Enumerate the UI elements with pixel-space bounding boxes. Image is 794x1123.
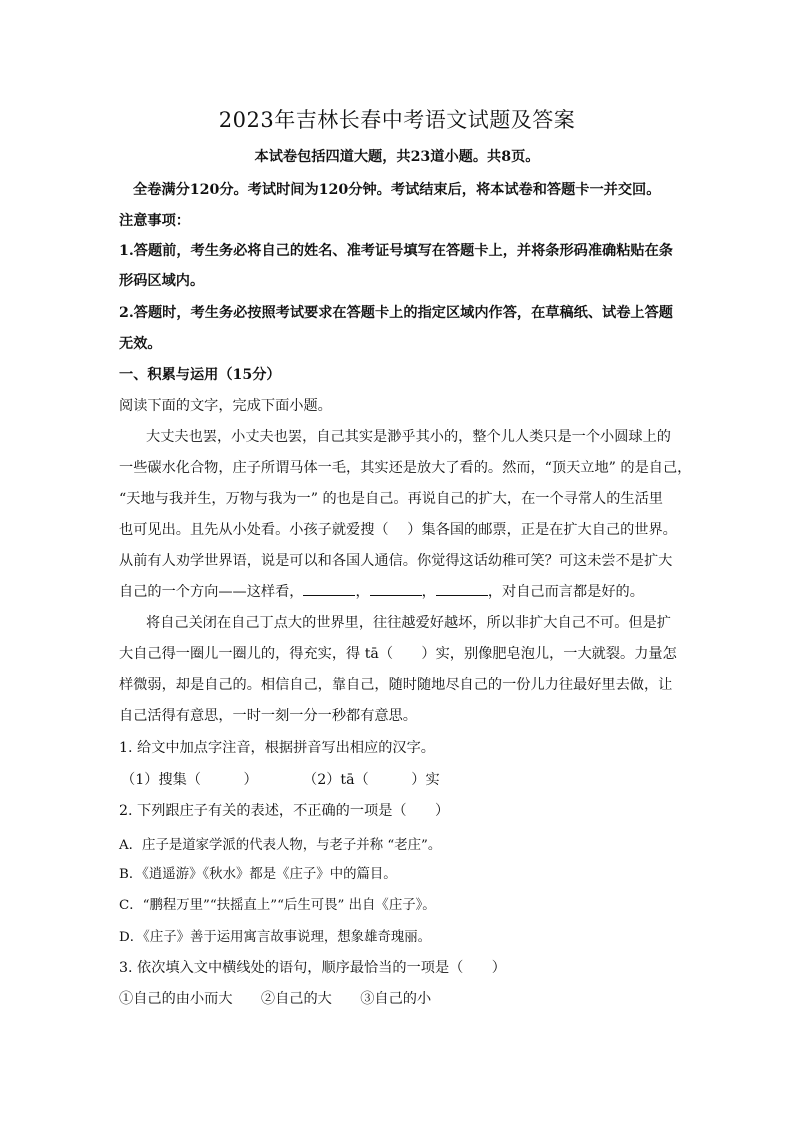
passage-line: 大丈夫也罢，小丈夫也罢，自己其实是渺乎其小的，整个儿人类只是一个小圆球上的 bbox=[146, 429, 671, 445]
passage-line: 将自己关闭在自己丁点大的世界里，往往越爱好越坏，所以非扩大自己不可。但是扩 bbox=[146, 615, 671, 631]
passage-text: ， bbox=[355, 584, 370, 600]
passage-line: 也可见出。且先从小处看。小孩子就爱搜（ ）集各国的邮票，正是在扩大自己的世界。 bbox=[119, 522, 677, 538]
passage-line: 一些碳水化合物，庄子所谓马体一毛，其实还是放大了看的。然而，“顶天立地” 的是自己， bbox=[119, 460, 692, 476]
question-3-choices: ①自己的由小而大 ②自己的大 ③自己的小 bbox=[119, 991, 432, 1007]
blank-line-1[interactable] bbox=[303, 583, 355, 596]
passage-line: “天地与我并生，万物与我为一” 的也是自己。再说自己的扩大，在一个寻常人的生活里 bbox=[119, 491, 663, 507]
question-1-part-b: （2）tā（ ）实 bbox=[303, 772, 440, 788]
question-2-option-d: D．《庄子》善于运用寓言故事说理，想象雄奇瑰丽。 bbox=[119, 930, 432, 945]
passage-line: 样微弱，却是自己的。相信自己，靠自己，随时随地尽自己的一份儿力往最好里去做，让 bbox=[119, 677, 673, 693]
question-2-option-b: B．《逍遥游》《秋水》都是《庄子》中的篇目。 bbox=[119, 867, 397, 882]
passage-line-blanks bbox=[119, 581, 644, 601]
question-2-option-c: C．“鹏程万里”“扶摇直上”“后生可畏” 出自《庄子》。 bbox=[119, 898, 436, 913]
question-1-part-a: （1）搜集（ ） bbox=[121, 772, 258, 788]
passage-line: 从前有人劝学世界语，说是可以和各国人通信。你觉得这话幼稚可笑？可这未尝不是扩大 bbox=[119, 553, 673, 569]
passage-line: 大自己得一圈儿一圈儿的，得充实，得 tā（ ）实，别像肥皂泡儿，一大就裂。力量怎 bbox=[119, 646, 677, 662]
blank-line-2[interactable] bbox=[370, 583, 422, 596]
notice-2b: 无效。 bbox=[119, 336, 162, 352]
notice-heading: 注意事项： bbox=[119, 213, 190, 229]
intro-line-1: 本试卷包括四道大题，共23道小题。共8页。 bbox=[254, 149, 540, 165]
passage-line: 自己活得有意思，一时一刻一分一秒都有意思。 bbox=[119, 708, 417, 724]
question-1-stem: 1. 给文中加点字注音，根据拼音写出相应的汉字。 bbox=[119, 740, 435, 756]
passage-text: ， bbox=[421, 584, 436, 600]
notice-1b: 形码区域内。 bbox=[119, 273, 205, 289]
question-2-option-a: A．庄子是道家学派的代表人物，与老子并称 “老庄”。 bbox=[119, 838, 442, 853]
notice-1a: 1.答题前，考生务必将自己的姓名、准考证号填写在答题卡上，并将条形码准确粘贴在条 bbox=[119, 243, 673, 259]
question-2-stem: 2. 下列跟庄子有关的表述，不正确的一项是（ ） bbox=[119, 803, 450, 819]
passage-text: ，对自己而言都是好的。 bbox=[487, 584, 644, 600]
blank-line-3[interactable] bbox=[436, 583, 488, 596]
intro-line-2: 全卷满分120分。考试时间为120分钟。考试结束后，将本试卷和答题卡一并交回。 bbox=[133, 182, 661, 198]
question-3-stem: 3. 依次填入文中横线处的语句，顺序最恰当的一项是（ ） bbox=[119, 960, 506, 976]
section-heading: 一、积累与运用（15分） bbox=[119, 367, 281, 383]
passage-text: 自己的一个方向——这样看， bbox=[119, 584, 304, 600]
page-title: 2023年吉林长春中考语文试题及答案 bbox=[218, 108, 576, 132]
notice-2a: 2.答题时，考生务必按照考试要求在答题卡上的指定区域内作答，在草稿纸、试卷上答题 bbox=[119, 305, 673, 321]
reading-instruction: 阅读下面的文字，完成下面小题。 bbox=[119, 398, 332, 414]
